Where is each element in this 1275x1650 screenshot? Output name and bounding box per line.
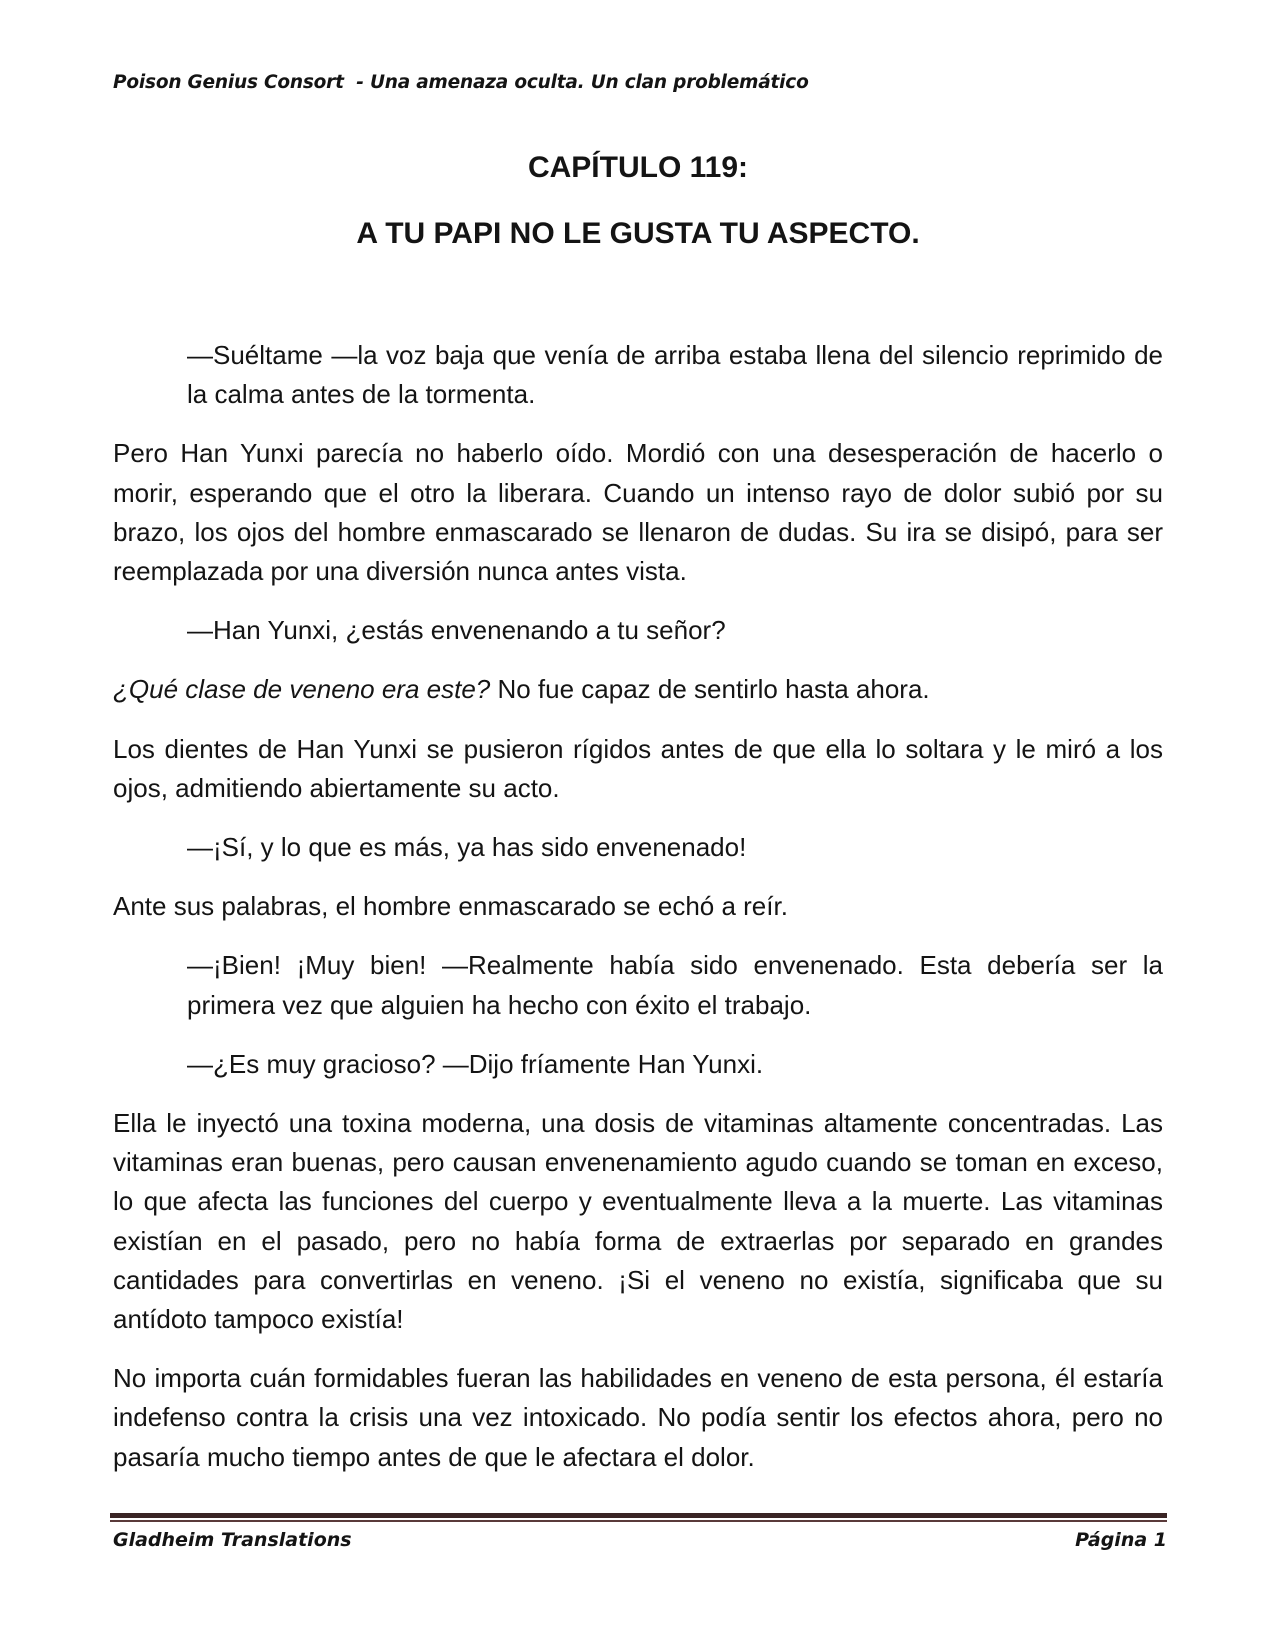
italic-thought: ¿Qué clase de veneno era este? <box>113 674 491 705</box>
paragraph-4-rest: No fue capaz de sentirlo hasta ahora. <box>490 674 930 705</box>
paragraph-3: —Han Yunxi, ¿estás envenenando a tu señor? <box>187 615 726 646</box>
paragraph-2: Pero Han Yunxi parecía no haberlo oído. Mordió con una desesperación de hacerlo o morir, esperando que el otro la liberara. Cuando un intenso rayo de dolor subió por su brazo, los ojos del hombre enmascarado se llenaron de dudas. Su ira se disipó, para ser reemplazada por una diversión nunca antes vista. <box>113 438 1163 587</box>
paragraph-9: —¿Es muy gracioso? —Dijo fríamente Han Yunxi. <box>187 1048 764 1079</box>
paragraph-5: Los dientes de Han Yunxi se pusieron rígidos antes de que ella lo soltara y le miró a los ojos, admitiendo abiertamente su acto. <box>113 733 1163 803</box>
footer-divider-thin <box>110 1520 1167 1522</box>
footer-publisher: Gladheim Translations <box>113 1529 352 1551</box>
paragraph-1: —Suéltame —la voz baja que venía de arriba estaba llena del silencio reprimido de la calma antes de la tormenta. <box>187 340 1163 410</box>
chapter-title: A TU PAPI NO LE GUSTA TU ASPECTO. <box>356 217 920 250</box>
paragraph-7: Ante sus palabras, el hombre enmascarado se echó a reír. <box>113 891 788 922</box>
paragraph-10: Ella le inyectó una toxina moderna, una dosis de vitaminas altamente concentradas. Las vitaminas eran buenas, pero causan envenenamiento agudo cuando se toman en exceso, lo que afecta las funciones del cuerpo y eventualmente lleva a la muerte. Las vitaminas existían en el pasado, pero no había forma de extraerlas por separado en grandes cantidades para convertirlas en veneno. ¡Si el veneno no existía, significaba que su antídoto tampoco existía! <box>113 1108 1163 1335</box>
chapter-number: CAPÍTULO 119: <box>527 151 749 184</box>
paragraph-6: —¡Sí, y lo que es más, ya has sido envenenado! <box>187 832 747 863</box>
chapter-body <box>113 336 1163 1497</box>
paragraph-4 <box>113 670 1163 709</box>
paragraph-8: —¡Bien! ¡Muy bien! —Realmente había sido envenenado. Esta debería ser la primera vez que alguien ha hecho con éxito el trabajo. <box>187 950 1163 1020</box>
page-number: Página 1 <box>1075 1529 1167 1551</box>
footer-divider-thick <box>110 1513 1167 1518</box>
running-header: Poison Genius Consort - Una amenaza oculta. Un clan problemático <box>113 72 809 93</box>
paragraph-11: No importa cuán formidables fueran las habilidades en veneno de esta persona, él estaría indefenso contra la crisis una vez intoxicado. No podía sentir los efectos ahora, pero no pasaría mucho tiempo antes de que le afectara el dolor. <box>113 1363 1163 1472</box>
